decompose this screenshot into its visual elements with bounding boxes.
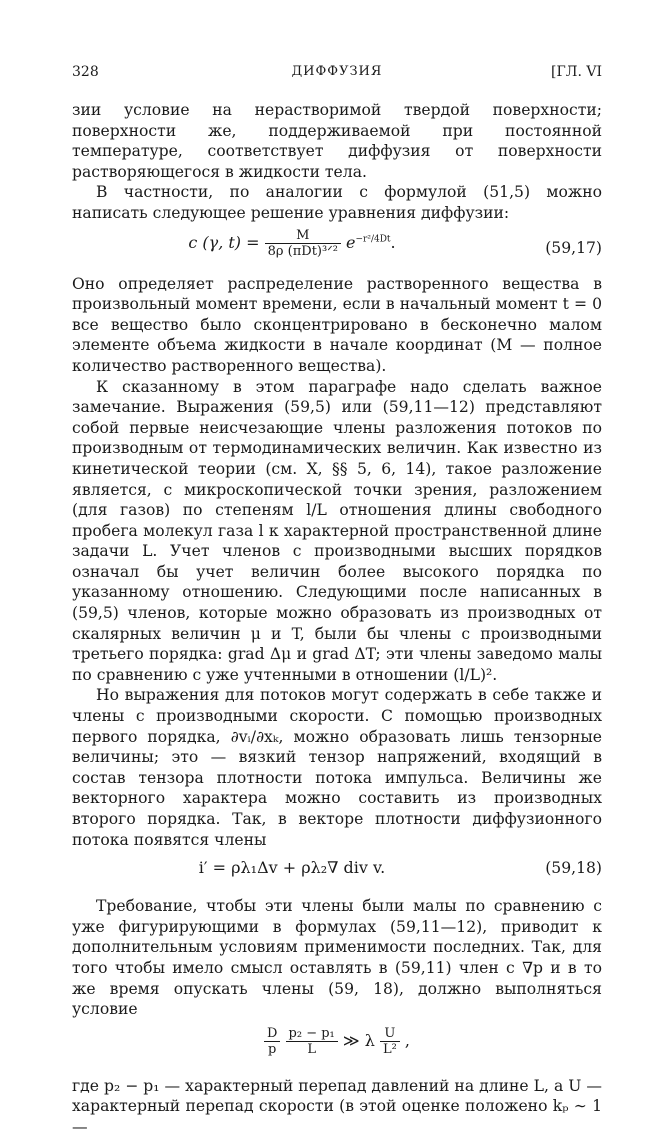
eq3-f3-num: U bbox=[380, 1026, 400, 1042]
text-body bbox=[72, 100, 602, 1138]
equation-59-17-number: (59,17) bbox=[545, 238, 602, 257]
paragraph-3: Оно определяет распределение растворенного вещества в произвольный момент времени, если в начальный момент t = 0 все вещество было сконцентрировано в бесконечно малом элементе объема жидкости в начале координат (M — полное количество растворенного вещества). bbox=[72, 274, 602, 375]
chapter-label: [ГЛ. VI bbox=[551, 64, 602, 80]
eq3-tail: , bbox=[404, 1030, 410, 1050]
eq1-fraction bbox=[265, 228, 341, 259]
eq3-relation: ≫ λ bbox=[342, 1030, 375, 1050]
paragraph-4: К сказанному в этом параграфе надо сделать важное замечание. Выражения (59,5) или (59,11—12) представляют собой первые неисчезающие члены разложения потоков по производным от термодинамических величин. Как известно из кинетической теории (см. X, §§ 5, 6, 14), такое разложение является, с микроскопической точки зрения, разложением (для газов) по степеням l/L отношения длины свободного пробега молекул газа l к характерной пространственной длине задачи L. Учет членов с производными высших порядков означал бы учет величин более высокого порядка по указанному отношению. Следующими после написанных в (59,5) членов, которые можно образовать из производных от скалярных величин μ и T, были бы члены с производными третьего порядка: grad Δμ и grad ΔT; эти члены заведомо малы по сравнению с уже учтенными в отношении (l/L)². bbox=[72, 377, 602, 684]
eq1-denominator: 8ρ (πDt)³ᐟ² bbox=[267, 243, 338, 259]
inequality-condition bbox=[72, 1026, 602, 1070]
eq3-f2-den: L bbox=[307, 1041, 316, 1057]
eq3-fraction-3 bbox=[380, 1026, 400, 1057]
eq1-numerator: M bbox=[265, 228, 341, 244]
equation-59-18-formula: i′ = ρλ₁Δv + ρλ₂∇ div v. bbox=[198, 858, 386, 878]
equation-59-18-number: (59,18) bbox=[545, 859, 602, 878]
equation-59-17-formula bbox=[72, 228, 512, 259]
running-head bbox=[72, 64, 602, 86]
chapter-title: ДИФФУЗИЯ bbox=[291, 64, 383, 79]
inequality-formula bbox=[72, 1026, 602, 1057]
eq3-f2-num: p₂ − p₁ bbox=[286, 1026, 338, 1042]
equation-59-18 bbox=[72, 854, 602, 884]
paragraph-2: В частности, по аналогии с формулой (51,5) можно написать следующее решение уравнения диффузии: bbox=[72, 183, 602, 222]
eq1-lhs: c (γ, t) = bbox=[188, 232, 260, 252]
eq3-f1-den: p bbox=[268, 1041, 277, 1057]
paragraph-7: где p₂ − p₁ — характерный перепад давлений на длине L, а U — характерный перепад скорости (в этой оценке положено kₚ ∼ 1 — bbox=[72, 1076, 602, 1136]
paragraph-1: зии условие на нерастворимой твердой поверхности; поверхности же, поддерживаемой при постоянной температуре, соответствует диффузия от поверхности растворяющегося в жидкости тела. bbox=[72, 101, 602, 181]
paragraph-5: Но выражения для потоков могут содержать в себе также и члены с производными скорости. С помощью производных первого порядка, ∂vᵢ/∂xₖ, можно образовать лишь тензорные величины; это — вязкий тензор напряжений, входящий в состав тензора плотности потока импульса. Величины же векторного характера можно составить из производных второго порядка. Так, в векторе плотности диффузионного потока появятся члены bbox=[72, 686, 602, 849]
eq3-fraction-1 bbox=[264, 1026, 280, 1057]
eq3-fraction-2 bbox=[286, 1026, 338, 1057]
eq3-f3-den: L² bbox=[382, 1041, 397, 1057]
eq1-dot: . bbox=[390, 232, 396, 252]
eq3-f1-num: D bbox=[264, 1026, 280, 1042]
equation-59-17 bbox=[72, 228, 602, 268]
paragraph-6: Требование, чтобы эти члены были малы по сравнению с уже фигурирующими в формулах (59,11—12), приводит к дополнительным условиям применимости последних. Так, для того чтобы имело смысл оставлять в (59,11) член с ∇p и в то же время опускать члены (59, 18), должно выполняться условие bbox=[72, 897, 602, 1019]
page-number: 328 bbox=[72, 64, 99, 80]
eq1-exponent: −r²/4Dt bbox=[355, 234, 391, 245]
eq1-exp-base: e bbox=[346, 232, 356, 252]
